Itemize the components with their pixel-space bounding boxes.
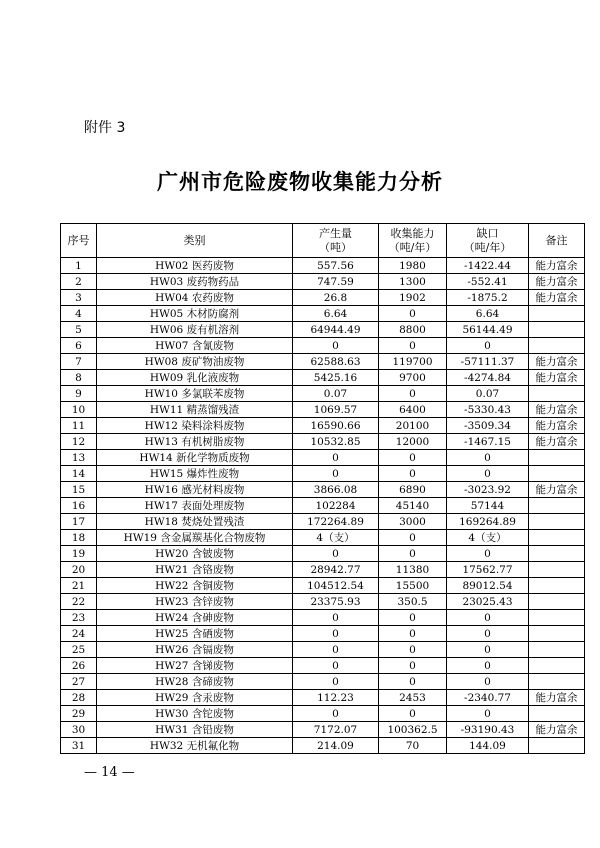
cell-gap: 0 (447, 626, 529, 642)
cell-production: 747.59 (293, 274, 379, 290)
page-number: — 14 — (84, 765, 135, 780)
header-production-line1: 产生量 (319, 226, 352, 240)
cell-gap: 0 (447, 610, 529, 626)
cell-no: 26 (61, 658, 97, 674)
cell-category: HW21 含铬废物 (97, 562, 293, 578)
cell-gap: -1467.15 (447, 434, 529, 450)
cell-capacity: 15500 (379, 578, 447, 594)
table-row (61, 546, 585, 562)
cell-capacity: 12000 (379, 434, 447, 450)
cell-category: HW32 无机氟化物 (97, 738, 293, 754)
cell-production: 7172.07 (293, 722, 379, 738)
cell-note: 能力富余 (529, 722, 585, 738)
cell-category: HW04 农药废物 (97, 290, 293, 306)
cell-capacity: 0 (379, 386, 447, 402)
cell-capacity: 1300 (379, 274, 447, 290)
cell-capacity: 0 (379, 530, 447, 546)
cell-gap: -1422.44 (447, 258, 529, 274)
cell-gap: 0 (447, 338, 529, 354)
cell-gap: -552.41 (447, 274, 529, 290)
header-capacity-line2: （吨/年） (388, 240, 437, 254)
table-row (61, 594, 585, 610)
table-row (61, 722, 585, 738)
cell-no: 7 (61, 354, 97, 370)
cell-production: 28942.77 (293, 562, 379, 578)
cell-capacity: 0 (379, 546, 447, 562)
cell-capacity: 11380 (379, 562, 447, 578)
header-note: 备注 (529, 224, 585, 258)
cell-category: HW19 含金属羰基化合物废物 (97, 530, 293, 546)
cell-production: 102284 (293, 498, 379, 514)
cell-gap: 89012.54 (447, 578, 529, 594)
cell-no: 31 (61, 738, 97, 754)
cell-category: HW09 乳化液废物 (97, 370, 293, 386)
cell-no: 9 (61, 386, 97, 402)
cell-production: 4（支） (293, 530, 379, 546)
table-row (61, 450, 585, 466)
cell-production: 0 (293, 610, 379, 626)
header-production (293, 224, 379, 258)
cell-note (529, 386, 585, 402)
cell-capacity: 20100 (379, 418, 447, 434)
cell-gap: 57144 (447, 498, 529, 514)
cell-no: 6 (61, 338, 97, 354)
cell-production: 0 (293, 546, 379, 562)
cell-production: 16590.66 (293, 418, 379, 434)
cell-category: HW28 含碲废物 (97, 674, 293, 690)
cell-note: 能力富余 (529, 370, 585, 386)
table-row (61, 466, 585, 482)
cell-no: 24 (61, 626, 97, 642)
table-header (61, 224, 585, 258)
cell-note (529, 594, 585, 610)
cell-gap: -3023.92 (447, 482, 529, 498)
cell-production: 0 (293, 706, 379, 722)
cell-note: 能力富余 (529, 258, 585, 274)
header-production-line2: （吨） (319, 240, 352, 254)
cell-note (529, 658, 585, 674)
cell-capacity: 0 (379, 626, 447, 642)
cell-gap: 0 (447, 466, 529, 482)
cell-note (529, 466, 585, 482)
cell-no: 20 (61, 562, 97, 578)
header-no: 序号 (61, 224, 97, 258)
cell-gap: 0 (447, 642, 529, 658)
cell-note: 能力富余 (529, 290, 585, 306)
cell-category: HW10 多氯联苯废物 (97, 386, 293, 402)
cell-capacity: 0 (379, 642, 447, 658)
cell-no: 30 (61, 722, 97, 738)
cell-category: HW12 染料涂料废物 (97, 418, 293, 434)
table-row (61, 674, 585, 690)
cell-production: 0 (293, 450, 379, 466)
cell-capacity: 119700 (379, 354, 447, 370)
cell-production: 112.23 (293, 690, 379, 706)
cell-capacity: 0 (379, 450, 447, 466)
table-row (61, 498, 585, 514)
cell-gap: 0 (447, 546, 529, 562)
table-row (61, 434, 585, 450)
cell-capacity: 100362.5 (379, 722, 447, 738)
cell-note: 能力富余 (529, 482, 585, 498)
cell-note (529, 578, 585, 594)
cell-category: HW13 有机树脂废物 (97, 434, 293, 450)
cell-note (529, 674, 585, 690)
table-row (61, 290, 585, 306)
cell-production: 0.07 (293, 386, 379, 402)
cell-category: HW05 木材防腐剂 (97, 306, 293, 322)
cell-category: HW14 新化学物质废物 (97, 450, 293, 466)
cell-production: 0 (293, 658, 379, 674)
cell-capacity: 45140 (379, 498, 447, 514)
cell-category: HW16 感光材料废物 (97, 482, 293, 498)
cell-no: 5 (61, 322, 97, 338)
cell-category: HW03 废药物药品 (97, 274, 293, 290)
cell-no: 19 (61, 546, 97, 562)
cell-category: HW11 精蒸馏残渣 (97, 402, 293, 418)
cell-category: HW20 含铍废物 (97, 546, 293, 562)
cell-capacity: 6890 (379, 482, 447, 498)
cell-production: 5425.16 (293, 370, 379, 386)
cell-capacity: 350.5 (379, 594, 447, 610)
table-row (61, 482, 585, 498)
cell-note: 能力富余 (529, 274, 585, 290)
cell-note (529, 322, 585, 338)
cell-gap: 56144.49 (447, 322, 529, 338)
table-row (61, 738, 585, 754)
cell-production: 214.09 (293, 738, 379, 754)
cell-gap: -3509.34 (447, 418, 529, 434)
header-gap (447, 224, 529, 258)
cell-no: 23 (61, 610, 97, 626)
cell-production: 0 (293, 674, 379, 690)
cell-production: 64944.49 (293, 322, 379, 338)
cell-category: HW29 含汞废物 (97, 690, 293, 706)
cell-no: 4 (61, 306, 97, 322)
cell-no: 11 (61, 418, 97, 434)
cell-note (529, 498, 585, 514)
cell-gap: 0 (447, 674, 529, 690)
cell-production: 10532.85 (293, 434, 379, 450)
table-row (61, 370, 585, 386)
cell-gap: 0 (447, 658, 529, 674)
cell-production: 172264.89 (293, 514, 379, 530)
cell-note (529, 642, 585, 658)
cell-category: HW23 含锌废物 (97, 594, 293, 610)
header-row (61, 224, 585, 258)
cell-capacity: 0 (379, 706, 447, 722)
cell-category: HW02 医药废物 (97, 258, 293, 274)
cell-category: HW24 含砷废物 (97, 610, 293, 626)
cell-capacity: 2453 (379, 690, 447, 706)
cell-gap: 0 (447, 706, 529, 722)
header-capacity-line1: 收集能力 (390, 226, 435, 240)
table-row (61, 610, 585, 626)
cell-category: HW07 含氰废物 (97, 338, 293, 354)
cell-note (529, 306, 585, 322)
cell-no: 21 (61, 578, 97, 594)
cell-no: 16 (61, 498, 97, 514)
table-row (61, 306, 585, 322)
table-row (61, 514, 585, 530)
cell-note (529, 338, 585, 354)
table-row (61, 274, 585, 290)
cell-production: 1069.57 (293, 402, 379, 418)
cell-capacity: 0 (379, 610, 447, 626)
cell-no: 14 (61, 466, 97, 482)
cell-no: 28 (61, 690, 97, 706)
table-row (61, 562, 585, 578)
cell-category: HW18 焚烧处置残渣 (97, 514, 293, 530)
table-body (61, 258, 585, 754)
header-category: 类别 (97, 224, 293, 258)
cell-capacity: 1902 (379, 290, 447, 306)
attachment-label: 附件 3 (84, 120, 126, 136)
cell-no: 17 (61, 514, 97, 530)
cell-gap: -2340.77 (447, 690, 529, 706)
cell-production: 26.8 (293, 290, 379, 306)
cell-production: 557.56 (293, 258, 379, 274)
cell-category: HW22 含铜废物 (97, 578, 293, 594)
table-row (61, 402, 585, 418)
cell-note (529, 738, 585, 754)
table-row (61, 386, 585, 402)
cell-gap: -1875.2 (447, 290, 529, 306)
cell-capacity: 70 (379, 738, 447, 754)
cell-capacity: 0 (379, 674, 447, 690)
cell-no: 15 (61, 482, 97, 498)
cell-note (529, 530, 585, 546)
cell-no: 10 (61, 402, 97, 418)
cell-category: HW17 表面处理废物 (97, 498, 293, 514)
cell-gap: 6.64 (447, 306, 529, 322)
cell-no: 3 (61, 290, 97, 306)
cell-no: 22 (61, 594, 97, 610)
cell-note (529, 706, 585, 722)
cell-production: 23375.93 (293, 594, 379, 610)
cell-no: 29 (61, 706, 97, 722)
cell-no: 25 (61, 642, 97, 658)
cell-capacity: 9700 (379, 370, 447, 386)
cell-production: 0 (293, 626, 379, 642)
table-row (61, 354, 585, 370)
cell-no: 18 (61, 530, 97, 546)
cell-note: 能力富余 (529, 354, 585, 370)
cell-no: 13 (61, 450, 97, 466)
table-row (61, 690, 585, 706)
cell-production: 0 (293, 466, 379, 482)
table-row (61, 658, 585, 674)
table-row (61, 642, 585, 658)
cell-no: 12 (61, 434, 97, 450)
cell-note (529, 610, 585, 626)
cell-note: 能力富余 (529, 690, 585, 706)
table-row (61, 338, 585, 354)
cell-category: HW27 含锑废物 (97, 658, 293, 674)
cell-capacity: 6400 (379, 402, 447, 418)
cell-category: HW25 含硒废物 (97, 626, 293, 642)
cell-gap: 144.09 (447, 738, 529, 754)
cell-capacity: 1980 (379, 258, 447, 274)
cell-note (529, 450, 585, 466)
waste-capacity-table (60, 223, 585, 754)
table-row (61, 578, 585, 594)
cell-no: 8 (61, 370, 97, 386)
cell-no: 1 (61, 258, 97, 274)
cell-gap: 169264.89 (447, 514, 529, 530)
cell-capacity: 0 (379, 658, 447, 674)
cell-gap: -4274.84 (447, 370, 529, 386)
cell-production: 62588.63 (293, 354, 379, 370)
cell-capacity: 0 (379, 338, 447, 354)
header-gap-line1: 缺口 (476, 226, 499, 240)
header-capacity (379, 224, 447, 258)
table-row (61, 418, 585, 434)
cell-no: 27 (61, 674, 97, 690)
table-row (61, 626, 585, 642)
cell-production: 0 (293, 642, 379, 658)
table-row (61, 530, 585, 546)
table-row (61, 258, 585, 274)
cell-gap: 17562.77 (447, 562, 529, 578)
cell-gap: 0 (447, 450, 529, 466)
cell-category: HW26 含镉废物 (97, 642, 293, 658)
cell-production: 0 (293, 338, 379, 354)
cell-note: 能力富余 (529, 418, 585, 434)
cell-gap: 23025.43 (447, 594, 529, 610)
cell-note (529, 514, 585, 530)
cell-gap: 0.07 (447, 386, 529, 402)
cell-production: 3866.08 (293, 482, 379, 498)
cell-category: HW30 含铊废物 (97, 706, 293, 722)
header-gap-line2: （吨/年） (463, 240, 512, 254)
cell-gap: 4（支） (447, 530, 529, 546)
table-row (61, 706, 585, 722)
cell-category: HW08 废矿物油废物 (97, 354, 293, 370)
cell-gap: -5330.43 (447, 402, 529, 418)
table-row (61, 322, 585, 338)
cell-note: 能力富余 (529, 402, 585, 418)
cell-capacity: 0 (379, 306, 447, 322)
cell-production: 6.64 (293, 306, 379, 322)
cell-note: 能力富余 (529, 434, 585, 450)
cell-production: 104512.54 (293, 578, 379, 594)
cell-gap: -57111.37 (447, 354, 529, 370)
cell-gap: -93190.43 (447, 722, 529, 738)
cell-capacity: 8800 (379, 322, 447, 338)
cell-category: HW31 含铅废物 (97, 722, 293, 738)
page-title: 广州市危险废物收集能力分析 (157, 169, 443, 194)
cell-category: HW15 爆炸性废物 (97, 466, 293, 482)
cell-note (529, 562, 585, 578)
cell-capacity: 3000 (379, 514, 447, 530)
cell-category: HW06 废有机溶剂 (97, 322, 293, 338)
cell-note (529, 546, 585, 562)
cell-note (529, 626, 585, 642)
cell-no: 2 (61, 274, 97, 290)
cell-capacity: 0 (379, 466, 447, 482)
